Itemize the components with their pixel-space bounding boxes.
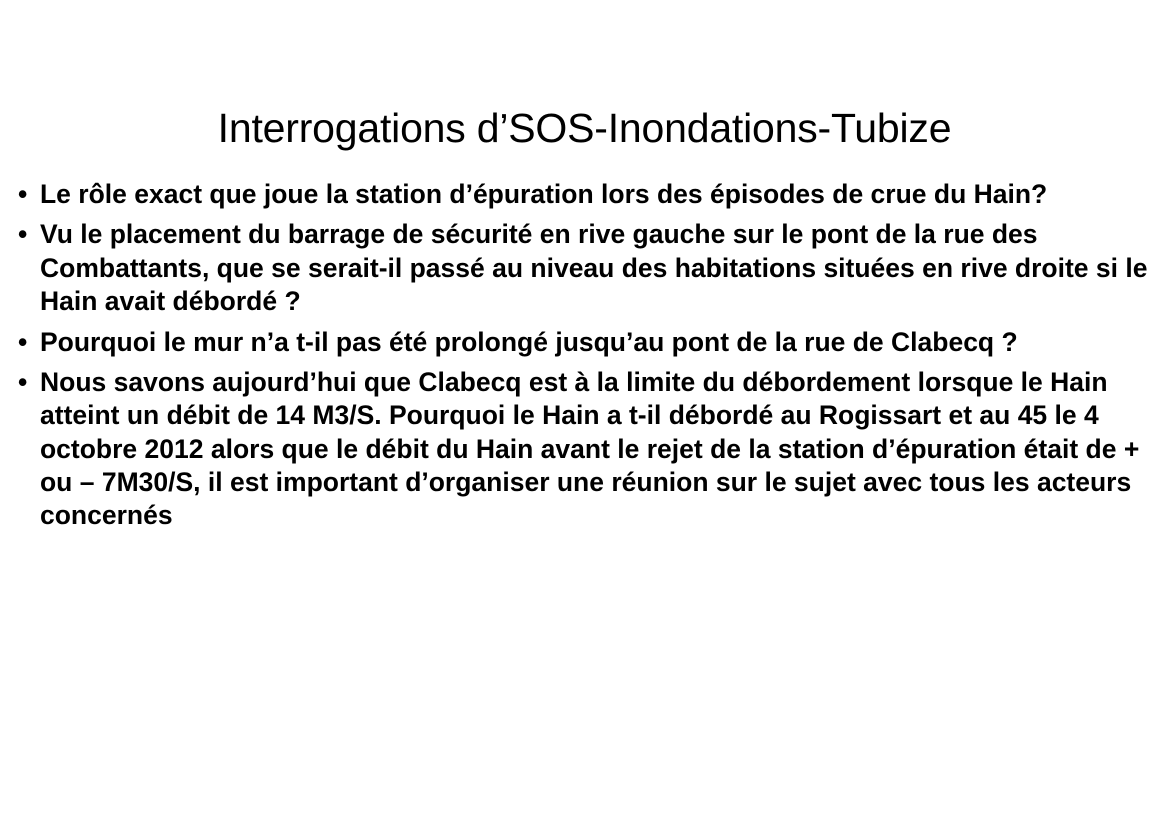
bullet-marker-icon: • <box>18 366 28 397</box>
list-item <box>10 326 1160 359</box>
bullet-marker-icon: • <box>18 326 28 357</box>
list-item-text: Nous savons aujourd’hui que Clabecq est à la limite du débordement lorsque le Hain atteint un débit de 14 M3/S. Pourquoi le Hain a t-il débordé au Rogissart et au 45 le 4 octobre 2012 alors que le débit du Hain avant le rejet de la station d’épuration était de + ou – 7M30/S, il est important d’organiser une réunion sur le sujet avec tous les acteurs concernés <box>40 366 1140 531</box>
page-title: Interrogations d’SOS-Inondations-Tubize <box>217 105 952 152</box>
bullet-list <box>10 178 1160 540</box>
list-item-text: Le rôle exact que joue la station d’épuration lors des épisodes de crue du Hain? <box>40 179 1048 209</box>
list-item-text: Vu le placement du barrage de sécurité en rive gauche sur le pont de la rue des Combattants, que se serait-il passé au niveau des habitations situées en rive droite si le Hain avait débordé ? <box>40 219 1148 317</box>
list-item <box>10 178 1160 211</box>
bullet-marker-icon: • <box>18 179 28 209</box>
bullet-marker-icon: • <box>18 219 28 250</box>
list-item-text: Pourquoi le mur n’a t-il pas été prolongé jusqu’au pont de la rue de Clabecq ? <box>40 326 1018 357</box>
list-item <box>10 218 1160 318</box>
list-item <box>10 366 1160 533</box>
